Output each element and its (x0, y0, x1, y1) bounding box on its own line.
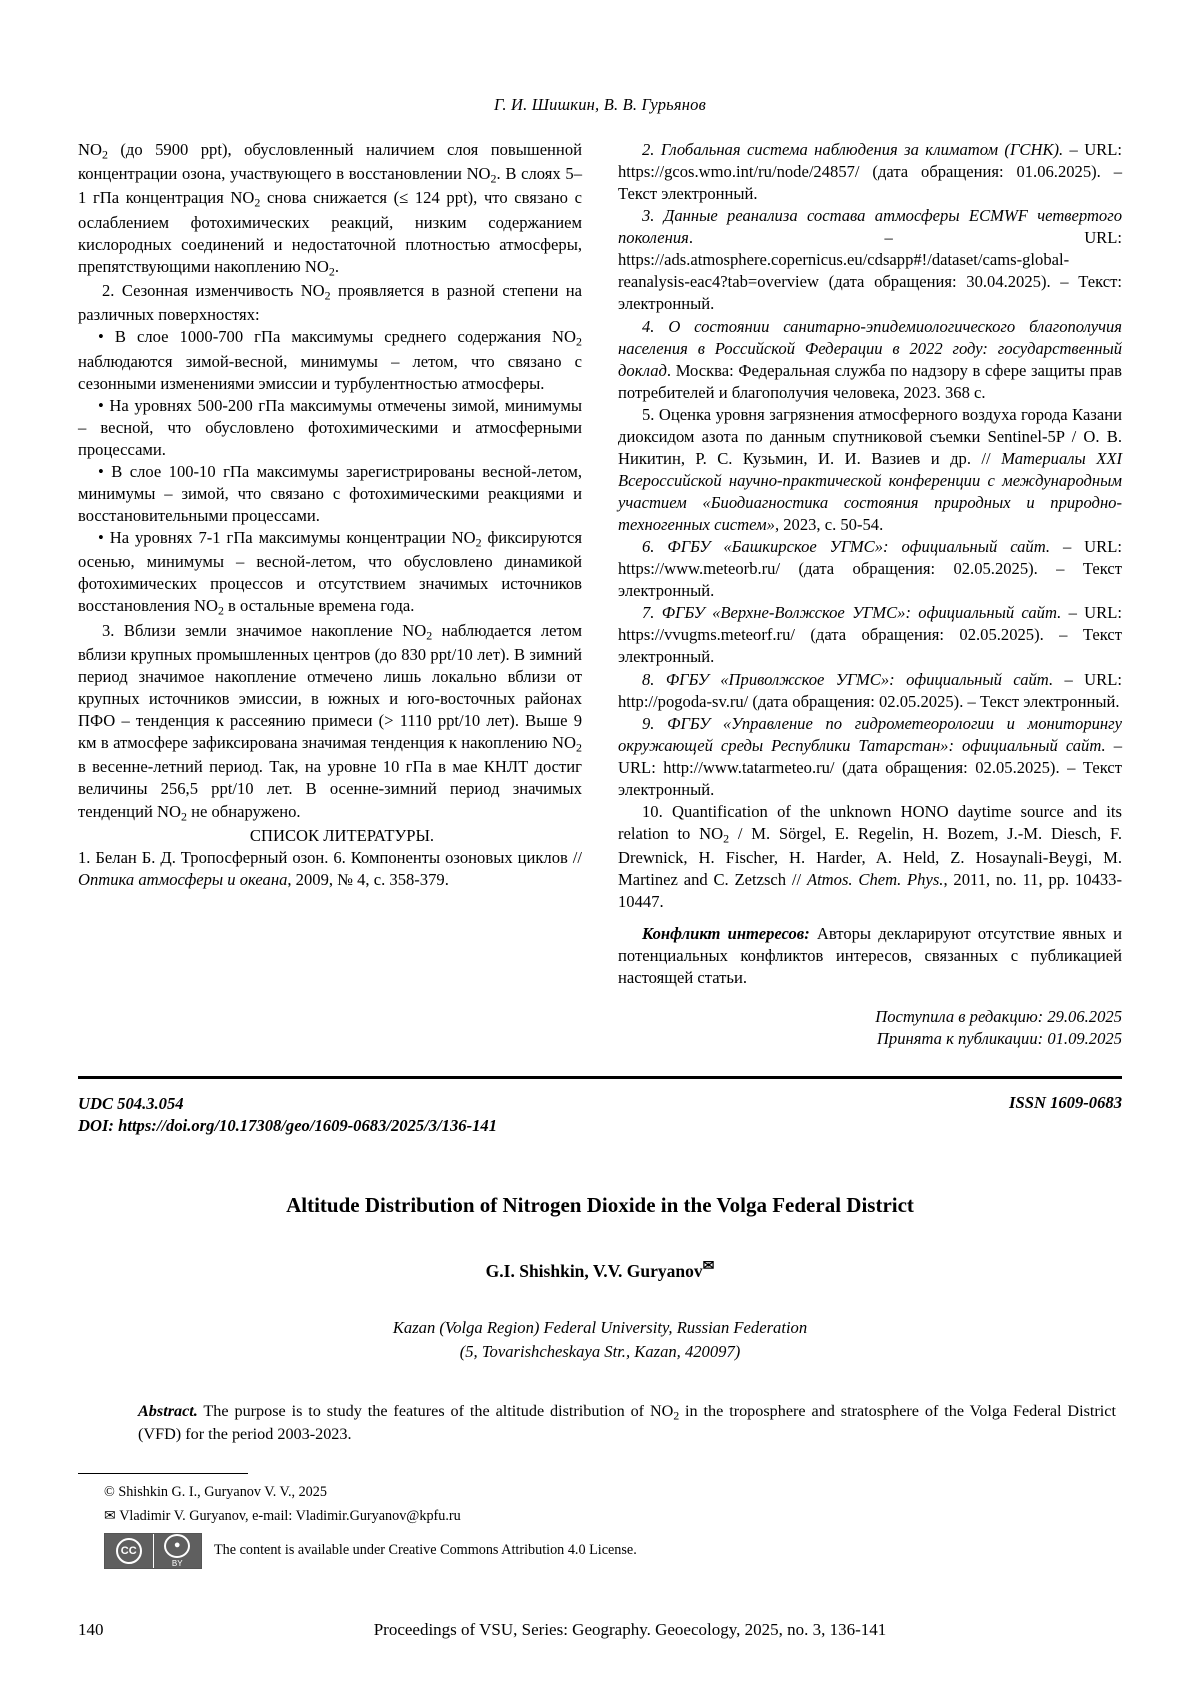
reference-7-text: – URL: https://vvugms.meteorf.ru/ (дата обращения: 02.05.2025). – Текст электронный. (618, 603, 1122, 667)
cc-person-glyph: ● (164, 1534, 190, 1558)
reference-item-4 (618, 316, 1122, 404)
footnotes-block (78, 1482, 1122, 1569)
reference-3-text: . – URL: https://ads.atmosphere.copernicus.eu/cdsapp#!/dataset/cams-global-reanalysis-eac4?tab=overview (дата обращения: 30.04.2025). – Текст: электронный. (618, 228, 1122, 314)
issn-value: ISSN 1609-0683 (1009, 1092, 1122, 1112)
udc-value: UDC 504.3.054 (78, 1093, 184, 1113)
corresponding-author-note (104, 1506, 1122, 1527)
reference-5-text-a: 5. Оценка уровня загрязнения атмосферного воздуха города Казани диоксидом азота по данным спутниковой съемки Sentinel-5P / О. В. Никитин, Р. С. Кузьмин, И. И. Вазиев и др. // (618, 404, 1122, 468)
bullet-layer-100-10: • В слое 100-10 гПа максимумы зарегистрированы весной-летом, минимумы – зимой, что связано с фотохимическими реакциями и восстановительными процессами. (78, 461, 582, 526)
journal-footer-line: Proceedings of VSU, Series: Geography. Geoecology, 2025, no. 3, 136-141 (373, 1620, 887, 1639)
page-title: Altitude Distribution of Nitrogen Dioxide in the Volga Federal District (286, 1193, 914, 1218)
bullet-layer-7-1: • На уровнях 7-1 гПа максимумы концентрации $NO_2$ фиксируются осенью, минимумы – весной-летом, что обусловлено динамикой фотохимических процессов и отсутствием значимых источников восстановления $NO_2$ в остальные времена года. (78, 528, 582, 618)
page-container (78, 0, 1122, 1698)
abstract (78, 1401, 1122, 1446)
page-number: 140 (78, 1620, 104, 1639)
reference-item-10 (618, 801, 1122, 913)
reference-2-title: 2. Глобальная система наблюдения за климатом (ГСНК). (642, 140, 1064, 159)
corresponding-author-email[interactable]: Vladimir V. Guryanov, e-mail: Vladimir.Guryanov@kpfu.ru (119, 1507, 461, 1524)
running-head: Г. И. Шишкин, В. В. Гурьянов (494, 95, 706, 114)
license-row (104, 1533, 1122, 1569)
reference-item-1 (78, 847, 582, 891)
reference-2-text: – URL: https://gcos.wmo.int/ru/node/24857/ (дата обращения: 01.06.2025). – Текст электронный. (618, 140, 1122, 204)
abstract-text-b: in the troposphere and stratosphere of the Volga Federal District (VFD) for the period 2003-2023. (138, 1401, 1116, 1443)
paragraph-no2-conclusion-1: $NO_2$ (до 5900 ppt), обусловленный наличием слоя повышенной концентрации озона, участвующего в восстановлении $NO_2$. В слоях 5–1 гПа концентрация $NO_2$ снова снижается (≤ 124 ppt), что связано с ослаблением фотохимических реакций, низким содержанием кислородных соединений и недостаточной плотностью атмосферы, препятствующими накоплению $NO_2$. (78, 140, 583, 279)
abstract-text-a: The purpose is to study the features of the altitude distribution of NO (197, 1401, 674, 1420)
reference-item-7 (618, 602, 1122, 668)
reference-1-source: Оптика атмосферы и океана (78, 869, 288, 889)
two-column-body (78, 139, 1122, 1050)
reference-3-title: 3. Данные реанализа состава атмосферы ECMWF четвертого поколения (618, 206, 1122, 248)
reference-7-title: 7. ФГБУ «Верхне-Волжское УГМС»: официальный сайт. (642, 603, 1062, 623)
conflict-label: Конфликт интересов: (642, 924, 810, 944)
cc-circle-icon (105, 1534, 154, 1568)
abstract-label: Abstract. (138, 1401, 198, 1420)
cc-by-text: BY (171, 1558, 183, 1568)
reference-10-text-b: , 2011, no. 11, pp. 10433-10447. (618, 870, 1123, 912)
affiliation-line-2: (5, Tovarishcheskaya Str., Kazan, 420097) (459, 1341, 741, 1361)
authors-names: G.I. Shishkin, V.V. Guryanov (485, 1261, 703, 1282)
authors-line (78, 1258, 1122, 1282)
bullet-layer-500-200: • На уровнях 500-200 гПа максимумы отмечены зимой, минимумы – весной, что обусловлено фотохимическими и атмосферными процессами. (78, 395, 582, 459)
left-column (78, 139, 582, 1050)
reference-9-title: 9. ФГБУ «Управление по гидрометеорологии и мониторингу окружающей среды Республики Татарстан»: официальный сайт. (618, 713, 1122, 755)
conflict-of-interest (618, 923, 1122, 989)
reference-10-text-a: 10. Quantification of the unknown HONO daytime source and its relation to $NO_2$ / M. Sörgel, E. Regelin, H. Bozem, J.-M. Diesch, F. Drewnick, H. Fischer, H. Harder, A. Held, Z. Hosaynali-Beygi, M. Martinez and C. Zetzsch // (618, 801, 1123, 890)
reference-item-3 (618, 205, 1122, 315)
paragraph-surface-accumulation: 3. Вблизи земли значимое накопление $NO_2$ наблюдается летом вблизи крупных промышленных центров (до 830 ppt/10 лет). В зимний период значимое накопление отмечено лишь локально вблизи от крупных источников эмиссии, в южных и юго-восточных районах ПФО – тенденция к рассеянию примеси (> 1110 ppt/10 лет). Выше 9 км в атмосфере зафиксирована значимая тенденция к накоплению $NO_2$ в весенне-летний период. Так, на уровне 10 гПа в мае КНЛТ достиг величины 256,5 ppt/10 лет. В осенне-зимний период значимых тенденций $NO_2$ не обнаружено. (78, 620, 582, 823)
date-accepted: Принята к публикации: 01.09.2025 (876, 1028, 1122, 1048)
reference-item-9 (618, 713, 1122, 801)
abstract-subscript: 2 (673, 1408, 680, 1422)
reference-1-text-a: 1. Белан Б. Д. Тропосферный озон. 6. Компоненты озоновых циклов // (78, 847, 582, 867)
reference-1-text-b: , 2009, № 4, с. 358-379. (287, 869, 449, 889)
article-meta-row (78, 1093, 1122, 1138)
cc-letters: CC (116, 1538, 142, 1564)
creative-commons-icon (104, 1533, 202, 1569)
references-heading: СПИСОК ЛИТЕРАТУРЫ. (249, 825, 435, 845)
reference-10-source: Atmos. Chem. Phys. (806, 870, 944, 890)
reference-item-2 (618, 139, 1122, 205)
cc-by-icon (154, 1534, 202, 1568)
right-column (618, 139, 1122, 1050)
affiliation-line-1: Kazan (Volga Region) Federal University, Russian Federation (392, 1318, 808, 1338)
doi-value[interactable]: DOI: https://doi.org/10.17308/geo/1609-0683/2025/3/136-141 (78, 1116, 497, 1136)
conflict-text: Авторы декларируют отсутствие явных и потенциальных конфликтов интересов, связанных с публикацией настоящей статьи. (618, 924, 1122, 988)
envelope-icon-footnote: ✉ (104, 1507, 116, 1524)
bullet-layer-1000-700: • В слое 1000-700 гПа максимумы среднего содержания $NO_2$ наблюдаются зимой-весной, минимумы – летом, что связано с сезонными изменениями эмиссии и турбулентностью атмосферы. (78, 327, 582, 393)
license-text: The content is available under Creative Commons Attribution 4.0 License. (214, 1542, 637, 1559)
copyright-note: © Shishkin G. I., Guryanov V. V., 2025 (104, 1484, 327, 1501)
reference-4-title: 4. О состоянии санитарно-эпидемиологического благополучия населения в Российской Федерации в 2022 году: государственный доклад (618, 316, 1122, 380)
udc-doi-block (78, 1093, 497, 1138)
reference-8-text: – URL: http://pogoda-sv.ru/ (дата обращения: 02.05.2025). – Текст электронный. (618, 669, 1122, 711)
reference-6-text: – URL: https://www.meteorb.ru/ (дата обращения: 02.05.2025). – Текст электронный. (618, 537, 1122, 601)
date-received: Поступила в редакцию: 29.06.2025 (875, 1006, 1122, 1026)
reference-5-text-b: , 2023, с. 50-54. (774, 515, 884, 535)
page-footer (78, 1620, 1122, 1640)
paragraph-seasonal-variability: 2. Сезонная изменчивость $NO_2$ проявляется в разной степени на различных поверхностях: (78, 281, 582, 325)
reference-item-5 (618, 404, 1122, 536)
section-divider (78, 1076, 1122, 1079)
reference-item-8 (618, 669, 1122, 713)
reference-9-text: – URL: http://www.tatarmeteo.ru/ (дата обращения: 02.05.2025). – Текст электронный. (618, 735, 1122, 799)
reference-5-source: Материалы XXI Всероссийской научно-практической конференции с международным участием «Биодиагностика состояния природных и природно-техногенных систем» (618, 448, 1122, 535)
envelope-icon: ✉ (702, 1259, 715, 1275)
reference-4-text: . Москва: Федеральная служба по надзору в сфере защиты прав потребителей и благополучия человека, 2023. 368 с. (618, 360, 1122, 402)
reference-6-title: 6. ФГБУ «Башкирское УГМС»: официальный сайт. (642, 537, 1051, 557)
affiliation (78, 1316, 1122, 1362)
reference-8-title: 8. ФГБУ «Приволжское УГМС»: официальный сайт. (642, 669, 1054, 689)
footnote-separator (78, 1473, 248, 1474)
reference-item-6 (618, 536, 1122, 602)
